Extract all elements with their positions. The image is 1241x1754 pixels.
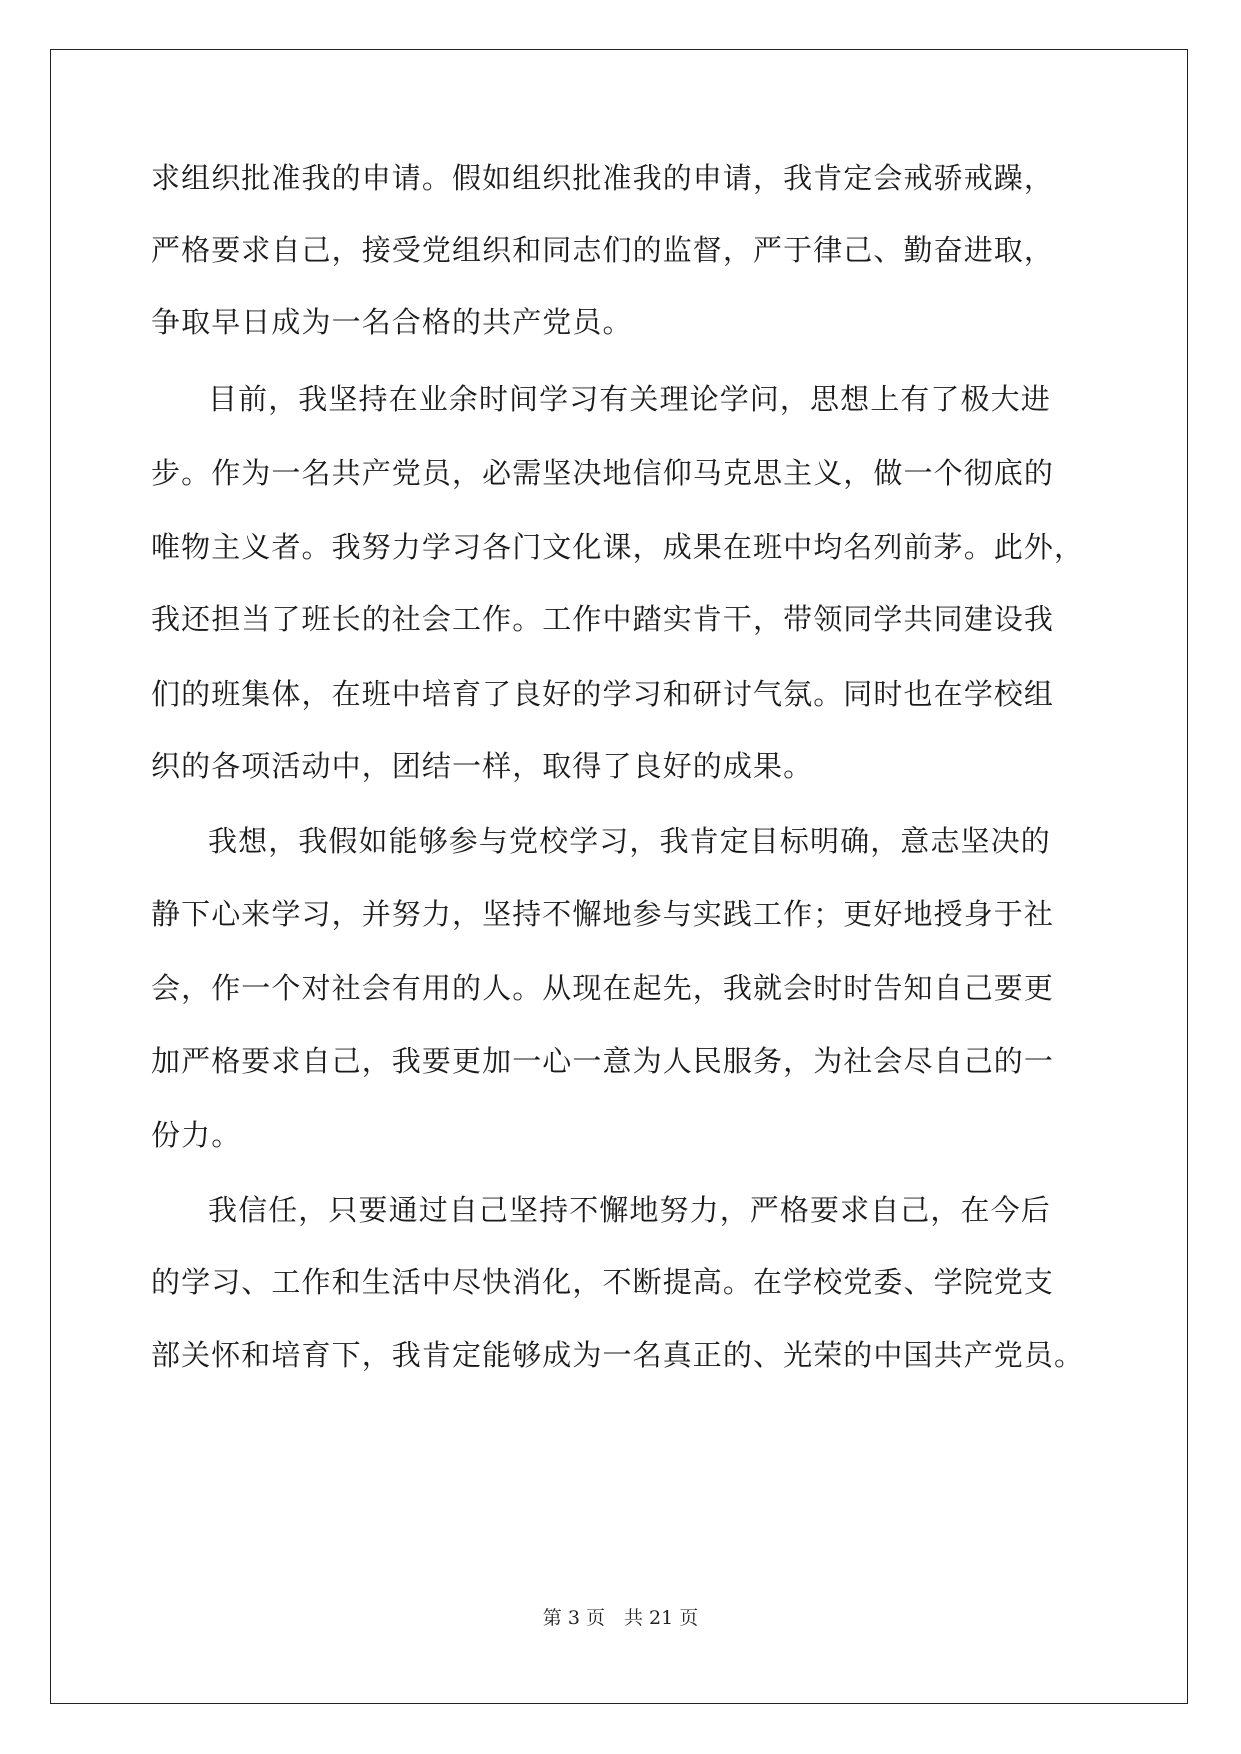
page-border [50, 49, 1188, 1704]
paragraph-first-line: 我想，我假如能够参与党校学习，我肯定目标明确，意志坚决的 [208, 824, 1051, 858]
text-line: 会，作一个对社会有用的人。从现在起先，我就会时时告知自己要更 [151, 971, 1055, 1005]
text-line: 求组织批准我的申请。假如组织批准我的申请，我肯定会戒骄戒躁， [151, 161, 1055, 195]
page-number: 第 3 页 共 21 页 [542, 1607, 699, 1629]
text-line: 严格要求自己，接受党组织和同志们的监督，严于律己、勤奋进取， [151, 233, 1055, 267]
text-line: 唯物主义者。我努力学习各门文化课，成果在班中均名列前茅。此外， [151, 530, 1085, 564]
text-line: 们的班集体，在班中培育了良好的学习和研讨气氛。同时也在学校组 [151, 677, 1055, 711]
text-line: 步。作为一名共产党员，必需坚决地信仰马克思主义，做一个彻底的 [151, 456, 1055, 490]
text-line: 部关怀和培育下，我肯定能够成为一名真正的、光荣的中国共产党员。 [151, 1338, 1085, 1372]
text-line: 份力。 [151, 1118, 242, 1152]
text-line: 加严格要求自己，我要更加一心一意为人民服务，为社会尽自己的一 [151, 1044, 1055, 1078]
text-line: 静下心来学习，并努力，坚持不懈地参与实践工作；更好地授身于社 [151, 897, 1055, 931]
text-line: 的学习、工作和生活中尽快消化，不断提高。在学校党委、学院党支 [151, 1265, 1055, 1299]
paragraph-first-line: 我信任，只要通过自己坚持不懈地努力，严格要求自己，在今后 [208, 1193, 1051, 1227]
text-line: 争取早日成为一名合格的共产党员。 [151, 305, 633, 339]
paragraph-first-line: 目前，我坚持在业余时间学习有关理论学问，思想上有了极大进 [208, 382, 1051, 416]
text-line: 我还担当了班长的社会工作。工作中踏实肯干，带领同学共同建设我 [151, 602, 1055, 636]
text-line: 织的各项活动中，团结一样，取得了良好的成果。 [151, 749, 814, 783]
